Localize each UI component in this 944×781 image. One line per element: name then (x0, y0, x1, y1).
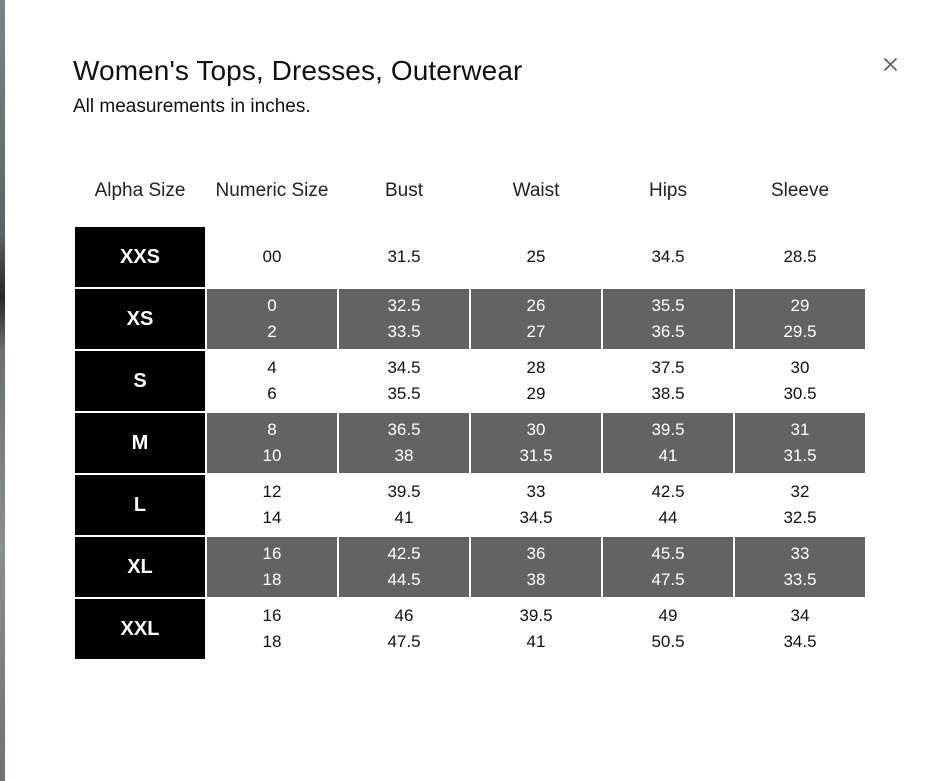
table-body (75, 227, 865, 659)
sleeve-value: 28.5 (783, 247, 817, 266)
alpha-size-cell: XS (75, 289, 205, 349)
table-row (75, 599, 865, 659)
table-row (75, 475, 865, 535)
waist-value: 30 (526, 420, 546, 439)
bust-value: 36.5 (387, 420, 421, 439)
waist-value: 27 (526, 322, 546, 341)
waist-cell (471, 537, 601, 597)
waist-value: 31.5 (519, 446, 553, 465)
hips-value: 42.5 (651, 482, 685, 501)
numeric-value: 6 (267, 384, 277, 403)
bust-cell (339, 351, 469, 411)
alpha-size-cell: L (75, 475, 205, 535)
waist-value: 26 (526, 296, 546, 315)
numeric-value: 12 (262, 482, 282, 501)
sleeve-cell (735, 537, 865, 597)
sleeve-value: 31 (790, 420, 810, 439)
hips-cell (603, 537, 733, 597)
bust-cell (339, 537, 469, 597)
hips-value: 41 (658, 446, 678, 465)
waist-cell (471, 413, 601, 473)
numeric-value: 2 (267, 322, 277, 341)
hips-value: 37.5 (651, 358, 685, 377)
sleeve-value: 29.5 (783, 322, 817, 341)
hips-value: 39.5 (651, 420, 685, 439)
waist-value: 33 (526, 482, 546, 501)
hips-value: 49 (658, 606, 678, 625)
waist-cell (471, 475, 601, 535)
hips-value: 35.5 (651, 296, 685, 315)
numeric-cell (207, 599, 337, 659)
bust-cell (339, 475, 469, 535)
hips-value: 38.5 (651, 384, 685, 403)
bust-value: 32.5 (387, 296, 421, 315)
hips-cell (603, 227, 733, 287)
size-chart-table (73, 167, 867, 661)
waist-value: 39.5 (519, 606, 553, 625)
table-row (75, 227, 865, 287)
bust-cell (339, 599, 469, 659)
bust-value: 34.5 (387, 358, 421, 377)
sleeve-cell (735, 289, 865, 349)
bust-value: 41 (394, 508, 414, 527)
header-spacer (75, 215, 865, 225)
bust-value: 38 (394, 446, 414, 465)
waist-value: 34.5 (519, 508, 553, 527)
waist-cell (471, 289, 601, 349)
numeric-cell (207, 227, 337, 287)
sleeve-value: 30.5 (783, 384, 817, 403)
hips-value: 36.5 (651, 322, 685, 341)
sleeve-value: 32.5 (783, 508, 817, 527)
hips-value: 34.5 (651, 247, 685, 266)
sleeve-value: 34 (790, 606, 810, 625)
numeric-cell (207, 475, 337, 535)
sleeve-value: 33.5 (783, 570, 817, 589)
waist-cell (471, 351, 601, 411)
bust-value: 42.5 (387, 544, 421, 563)
sleeve-value: 33 (790, 544, 810, 563)
bust-value: 44.5 (387, 570, 421, 589)
column-header-sleeve: Sleeve (770, 180, 830, 201)
bust-value: 46 (394, 606, 414, 625)
alpha-size-cell: XXL (75, 599, 205, 659)
numeric-value: 4 (267, 358, 277, 377)
alpha-size-cell: M (75, 413, 205, 473)
column-header-hips: Hips (648, 180, 687, 201)
numeric-cell (207, 351, 337, 411)
numeric-cell (207, 537, 337, 597)
bust-cell (339, 227, 469, 287)
numeric-value: 14 (262, 508, 282, 527)
hips-cell (603, 475, 733, 535)
sleeve-cell (735, 227, 865, 287)
close-button[interactable] (874, 44, 906, 76)
numeric-value: 18 (262, 570, 282, 589)
hips-cell (603, 289, 733, 349)
numeric-value: 00 (262, 247, 282, 266)
waist-value: 41 (526, 632, 546, 651)
numeric-value: 10 (262, 446, 282, 465)
numeric-value: 18 (262, 632, 282, 651)
numeric-cell (207, 289, 337, 349)
hips-value: 47.5 (651, 570, 685, 589)
sleeve-value: 32 (790, 482, 810, 501)
numeric-value: 16 (262, 544, 282, 563)
header-spacer-cell (75, 215, 865, 225)
hips-cell (603, 413, 733, 473)
waist-cell (471, 227, 601, 287)
sleeve-value: 29 (790, 296, 810, 315)
column-header-numeric-size: Numeric Size (215, 180, 329, 201)
hips-value: 45.5 (651, 544, 685, 563)
table-header-row (75, 169, 865, 213)
bust-value: 33.5 (387, 322, 421, 341)
hips-value: 50.5 (651, 632, 685, 651)
dialog-title: Women's Tops, Dresses, Outerwear (73, 55, 523, 86)
hips-cell (603, 351, 733, 411)
alpha-size-cell: S (75, 351, 205, 411)
bust-value: 47.5 (387, 632, 421, 651)
hips-cell (603, 599, 733, 659)
sleeve-value: 30 (790, 358, 810, 377)
sleeve-cell (735, 475, 865, 535)
waist-cell (471, 599, 601, 659)
sleeve-value: 34.5 (783, 632, 817, 651)
column-header-waist: Waist (512, 180, 560, 201)
table-row (75, 289, 865, 349)
table-row (75, 351, 865, 411)
alpha-size-cell: XXS (75, 227, 205, 287)
numeric-value: 16 (262, 606, 282, 625)
hips-value: 44 (658, 508, 678, 527)
sleeve-value: 31.5 (783, 446, 817, 465)
numeric-value: 0 (267, 296, 277, 315)
sleeve-cell (735, 413, 865, 473)
numeric-cell (207, 413, 337, 473)
dialog-subtitle: All measurements in inches. (73, 96, 311, 117)
size-chart-dialog (5, 0, 944, 781)
waist-value: 29 (526, 384, 546, 403)
alpha-size-cell: XL (75, 537, 205, 597)
waist-value: 38 (526, 570, 546, 589)
numeric-value: 8 (267, 420, 277, 439)
bust-value: 39.5 (387, 482, 421, 501)
table-row (75, 413, 865, 473)
close-icon (883, 57, 898, 72)
table-row (75, 537, 865, 597)
bust-cell (339, 289, 469, 349)
column-header-alpha-size: Alpha Size (94, 180, 186, 201)
waist-value: 28 (526, 358, 546, 377)
sleeve-cell (735, 351, 865, 411)
bust-value: 35.5 (387, 384, 421, 403)
waist-value: 25 (526, 247, 546, 266)
bust-cell (339, 413, 469, 473)
bust-value: 31.5 (387, 247, 421, 266)
waist-value: 36 (526, 544, 546, 563)
column-header-bust: Bust (384, 180, 424, 201)
sleeve-cell (735, 599, 865, 659)
